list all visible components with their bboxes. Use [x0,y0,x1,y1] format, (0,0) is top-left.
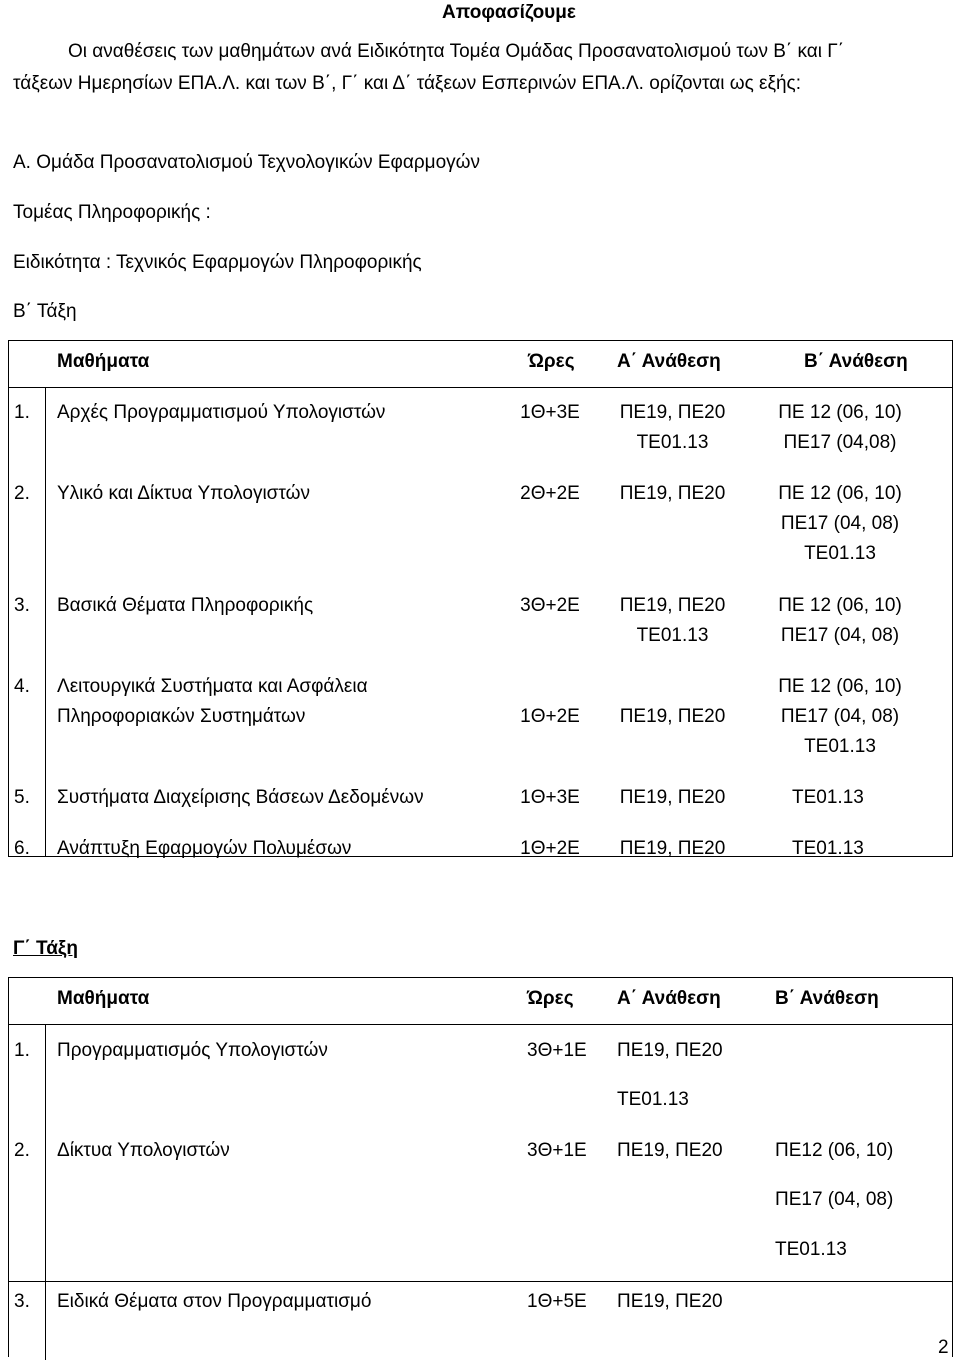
course-hours: 1Θ+5Ε [527,1291,587,1312]
first-assignment: ΠΕ19, ΠΕ20 [619,402,726,423]
course-hours: 1Θ+3Ε [520,787,580,808]
second-assignment: ΠΕ17 (04,08) [783,432,897,453]
first-assignment: ΠΕ19, ΠΕ20 [617,1040,723,1061]
class-c-number-column-divider [45,1024,46,1360]
first-assignment: ΠΕ19, ΠΕ20 [619,787,726,808]
first-assignment: ΤΕ01.13 [636,432,709,453]
class-b-header-divider [8,387,953,388]
course-name: Ειδικά Θέματα στον Προγραμματισμό [57,1291,372,1312]
course-name: Βασικά Θέματα Πληροφορικής [57,595,314,616]
course-name: Ανάπτυξη Εφαρμογών Πολυμέσων [57,838,352,859]
header-second-assignment: Β΄ Ανάθεση [804,351,908,372]
course-name: Λειτουργικά Συστήματα και Ασφάλεια [57,676,368,697]
course-hours: 3Θ+2Ε [520,595,580,616]
course-name: Δίκτυα Υπολογιστών [57,1140,230,1161]
first-assignment: ΠΕ19, ΠΕ20 [617,1291,723,1312]
course-name: Προγραμματισμός Υπολογιστών [57,1040,328,1061]
course-name: Συστήματα Διαχείρισης Βάσεων Δεδομένων [57,787,424,808]
header-first-assignment: Α΄ Ανάθεση [617,351,721,372]
header-courses: Μαθήματα [57,988,150,1009]
first-assignment: ΤΕ01.13 [617,1089,689,1110]
orientation-group-title: Α. Ομάδα Προσανατολισμού Τεχνολογικών Εφαρμογών [13,152,480,173]
class-b-title: Β΄ Τάξη [13,301,77,322]
header-first-assignment: Α΄ Ανάθεση [617,988,721,1009]
intro-line-2: τάξεων Ημερησίων ΕΠΑ.Λ. και των Β΄, Γ΄ και Δ΄ τάξεων Εσπερινών ΕΠΑ.Λ. ορίζονται ως εξής: [13,73,801,94]
header-hours: Ώρες [528,351,575,372]
first-assignment: ΠΕ19, ΠΕ20 [619,706,726,727]
row-number: 1. [14,1040,30,1061]
class-b-number-column-divider [45,387,46,857]
row-number: 3. [14,1291,30,1312]
class-c-header-divider [8,1024,953,1025]
class-c-title: Γ΄ Τάξη [13,938,78,959]
row-number: 2. [14,483,30,504]
course-name: Αρχές Προγραμματισμού Υπολογιστών [57,402,386,423]
second-assignment: ΠΕ17 (04, 08) [780,706,900,727]
second-assignment: ΠΕ17 (04, 08) [775,1189,894,1210]
page-number: 2 [938,1337,949,1358]
intro-line-1: Οι αναθέσεις των μαθημάτων ανά Ειδικότητα Τομέα Ομάδας Προσανατολισμού των Β΄ και Γ΄ [68,41,845,62]
second-assignment: ΠΕ12 (06, 10) [775,1140,894,1161]
course-name: Πληροφοριακών Συστημάτων [57,706,306,727]
first-assignment: ΠΕ19, ΠΕ20 [619,595,726,616]
row-number: 4. [14,676,30,697]
second-assignment: ΤΕ01.13 [804,543,876,564]
course-hours: 3Θ+1Ε [527,1040,587,1061]
row-number: 1. [14,402,30,423]
second-assignment: ΠΕ17 (04, 08) [780,625,900,646]
second-assignment: ΤΕ01.13 [792,838,864,859]
course-hours: 1Θ+2Ε [520,838,580,859]
first-assignment: ΤΕ01.13 [636,625,709,646]
course-hours: 3Θ+1Ε [527,1140,587,1161]
course-hours: 1Θ+3Ε [520,402,580,423]
header-hours: Ώρες [527,988,574,1009]
second-assignment: ΤΕ01.13 [792,787,864,808]
row-number: 2. [14,1140,30,1161]
first-assignment: ΠΕ19, ΠΕ20 [619,838,726,859]
class-c-row-divider [8,1281,953,1282]
course-hours: 2Θ+2Ε [520,483,580,504]
course-name: Υλικό και Δίκτυα Υπολογιστών [57,483,310,504]
row-number: 5. [14,787,30,808]
second-assignment: ΠΕ 12 (06, 10) [778,483,902,504]
second-assignment: ΤΕ01.13 [804,736,876,757]
second-assignment: ΠΕ 12 (06, 10) [778,595,902,616]
sector-title: Τομέας Πληροφορικής : [13,202,211,223]
second-assignment: ΠΕ 12 (06, 10) [778,676,902,697]
first-assignment: ΠΕ19, ΠΕ20 [617,1140,723,1161]
row-number: 6. [14,838,30,859]
first-assignment: ΠΕ19, ΠΕ20 [619,483,726,504]
second-assignment: ΠΕ 12 (06, 10) [778,402,902,423]
row-number: 3. [14,595,30,616]
header-courses: Μαθήματα [57,351,150,372]
specialty-title: Ειδικότητα : Τεχνικός Εφαρμογών Πληροφορικής [13,252,422,273]
second-assignment: ΤΕ01.13 [775,1239,847,1260]
document-heading: Αποφασίζουμε [442,2,576,23]
header-second-assignment: Β΄ Ανάθεση [775,988,879,1009]
second-assignment: ΠΕ17 (04, 08) [780,513,900,534]
course-hours: 1Θ+2Ε [520,706,580,727]
